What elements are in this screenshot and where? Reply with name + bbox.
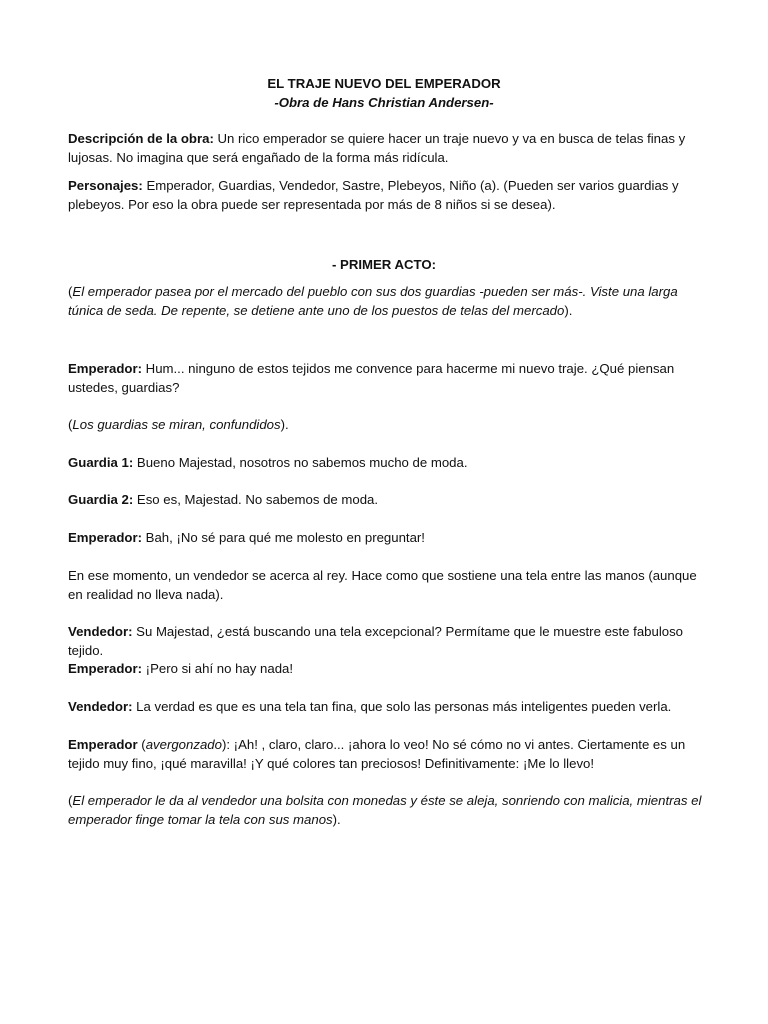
stage-direction-2: (Los guardias se miran, confundidos). — [68, 417, 289, 432]
narration-1: En ese momento, un vendedor se acerca al rey. Hace como que sostiene una tela entre las manos (aunque en realidad no lleva nada). — [68, 568, 697, 602]
document-subtitle: -Obra de Hans Christian Andersen- — [274, 95, 494, 110]
dialogue-line-1: Emperador: Hum... ninguno de estos tejidos me convence para hacerme mi nuevo traje. ¿Qué piensan ustedes, guardias? — [68, 361, 675, 395]
dialogue-line-6: Emperador: ¡Pero si ahí no hay nada! — [68, 661, 294, 676]
description-label: Descripción de la obra: — [68, 131, 214, 146]
speaker: Guardia 1: — [68, 455, 134, 470]
speaker: Emperador: — [68, 661, 143, 676]
speaker: Guardia 2: — [68, 492, 134, 507]
dialogue-line-8: Emperador (avergonzado): ¡Ah! , claro, claro... ¡ahora lo veo! No sé cómo no vi antes. Ciertamente es un tejido muy fino, ¡qué maravilla! ¡Y qué colores tan preciosos! Definitivamente: ¡Me lo llevo! — [68, 737, 686, 771]
stage-direction-1: (El emperador pasea por el mercado del pueblo con sus dos guardias -pueden ser más-. Viste una larga túnica de seda. De repente, se detiene ante uno de los puestos de telas del mercado). — [68, 284, 678, 318]
stage-direction-3: (El emperador le da al vendedor una bolsita con monedas y éste se aleja, sonriendo con malicia, mientras el emperador finge tomar la tela con sus manos). — [68, 793, 702, 827]
speaker: Vendedor: — [68, 624, 133, 639]
characters-paragraph — [68, 177, 708, 214]
speaker: Emperador: — [68, 530, 143, 545]
description-text: Un rico emperador se quiere hacer un traje nuevo y va en busca de telas finas y lujosas. No imagina que será engañado de la forma más ridícula. — [68, 131, 686, 165]
document-title: EL TRAJE NUEVO DEL EMPERADOR — [267, 76, 501, 91]
act-heading: - PRIMER ACTO: — [331, 257, 437, 272]
dialogue-line-5: Vendedor: Su Majestad, ¿está buscando una tela excepcional? Permítame que le muestre este fabuloso tejido. — [68, 624, 684, 658]
speaker: Emperador: — [68, 361, 143, 376]
speaker: Vendedor: — [68, 699, 133, 714]
characters-label: Personajes: — [68, 178, 143, 193]
speaker: Emperador — [68, 737, 138, 752]
dialogue-line-4: Emperador: Bah, ¡No sé para qué me molesto en preguntar! — [68, 530, 425, 545]
dialogue-line-7: Vendedor: La verdad es que es una tela tan fina, que solo las personas más inteligentes pueden verla. — [68, 699, 672, 714]
dialogue-line-2: Guardia 1: Bueno Majestad, nosotros no sabemos mucho de moda. — [68, 455, 468, 470]
description-paragraph — [68, 130, 708, 167]
dialogue-line-3: Guardia 2: Eso es, Majestad. No sabemos de moda. — [68, 492, 379, 507]
characters-text: Emperador, Guardias, Vendedor, Sastre, Plebeyos, Niño (a). (Pueden ser varios guardias y plebeyos. Por eso la obra puede ser representada por más de 8 niños si se desea). — [68, 178, 679, 212]
